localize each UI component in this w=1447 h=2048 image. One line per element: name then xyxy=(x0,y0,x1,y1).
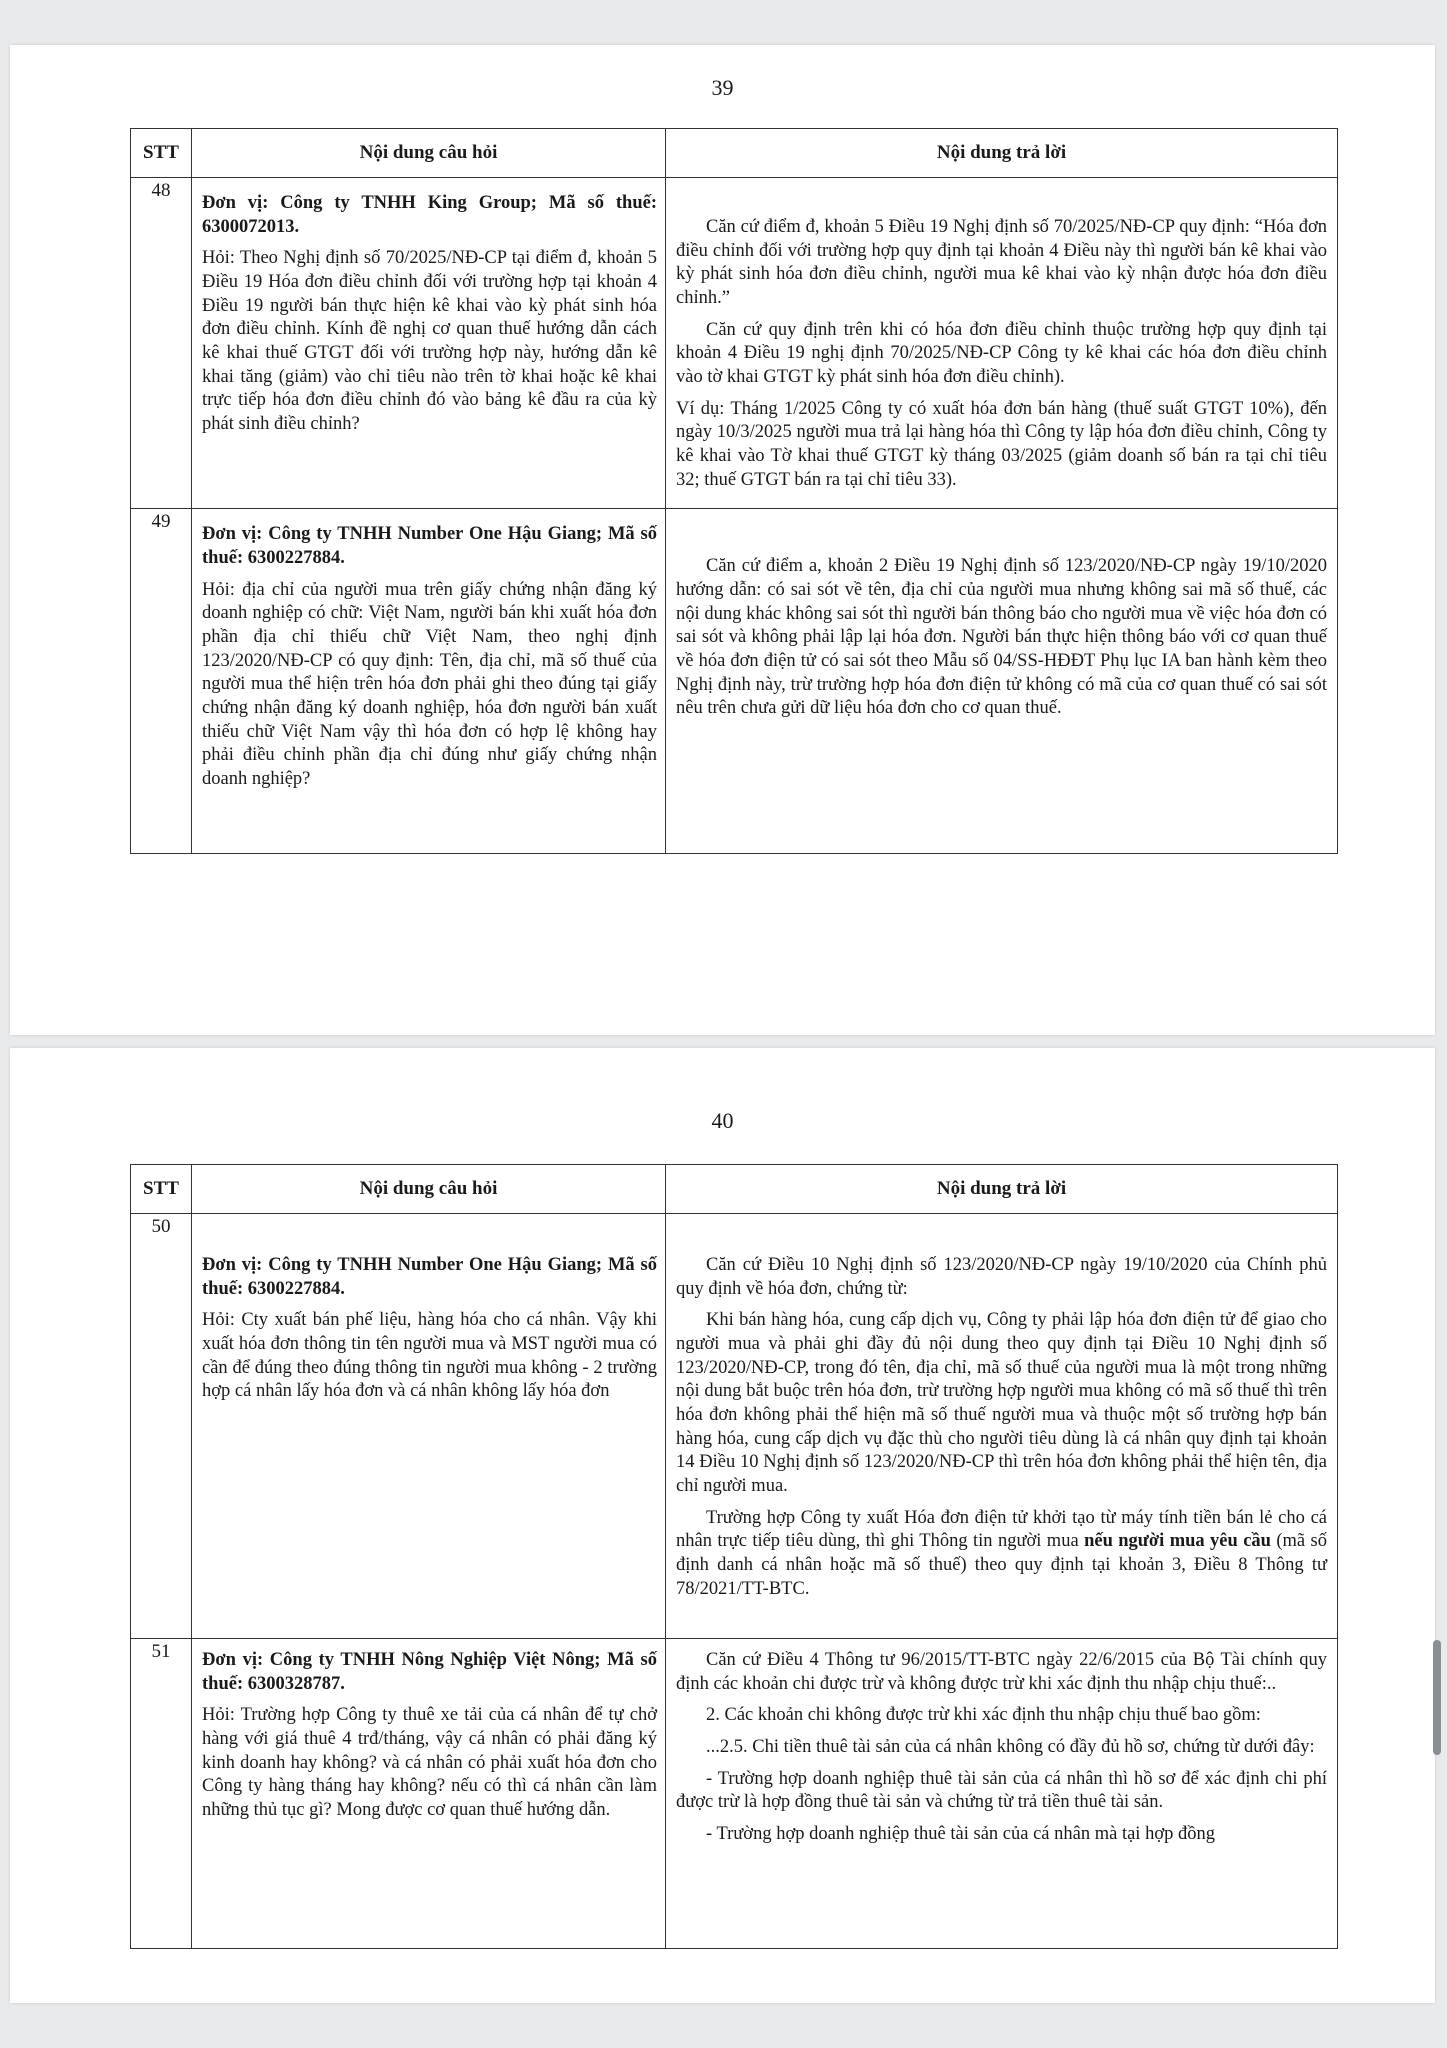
answer-cell xyxy=(666,1214,1338,1639)
answer-paragraph: ...2.5. Chi tiền thuê tài sản của cá nhân không có đầy đủ hồ sơ, chứng từ dưới đây: xyxy=(706,1737,1315,1758)
answer-cell xyxy=(666,509,1338,854)
document-page xyxy=(10,1048,1435,2003)
table-row xyxy=(131,1214,1338,1639)
answer-paragraph: Căn cứ Điều 4 Thông tư 96/2015/TT-BTC ngày 22/6/2015 của Bộ Tài chính quy định các khoản chi được trừ và không được trừ khi xác định thu nhập chịu thuế:.. xyxy=(676,1650,1327,1694)
question-cell xyxy=(192,509,666,854)
question-text: Hỏi: địa chỉ của người mua trên giấy chứng nhận đăng ký doanh nghiệp có chữ: Việt Nam, người bán khi xuất hóa đơn phần địa chỉ thiếu chữ Việt Nam, theo nghị định 123/2020/NĐ-CP có quy định: Tên, địa chỉ, mã số thuế của người mua thể hiện trên hóa đơn phải ghi theo đúng tại giấy chứng nhận đăng ký doanh nghiệp, hóa đơn người bán xuất thiếu chữ Việt Nam vậy thì hóa đơn có hợp lệ không hay phải điều chỉnh phần địa chỉ đúng như giấy chứng nhận doanh nghiệp? xyxy=(202,579,657,790)
question-cell xyxy=(192,178,666,509)
header-question: Nội dung câu hỏi xyxy=(192,129,666,178)
header-answer: Nội dung trả lời xyxy=(666,129,1338,178)
row-number: 51 xyxy=(131,1639,192,1949)
unit-info: Đơn vị: Công ty TNHH King Group; Mã số thuế: 6300072013. xyxy=(202,193,657,237)
header-question: Nội dung câu hỏi xyxy=(192,1165,666,1214)
answer-paragraph: Căn cứ điểm a, khoản 2 Điều 19 Nghị định số 123/2020/NĐ-CP ngày 19/10/2020 hướng dẫn: có sai sót về tên, địa chỉ của người mua nhưng không sai mã số thuế, các nội dung khác không sai sót thì người bán thông báo cho người mua về việc hóa đơn có sai sót và không phải lập lại hóa đơn. Người bán thực hiện thông báo với cơ quan thuế về hóa đơn điện tử có sai sót theo Mẫu số 04/SS-HĐĐT Phụ lục IA ban hành kèm theo Nghị định này, trừ trường hợp hóa đơn điện tử không có mã của cơ quan thuế có sai sót nêu trên chưa gửi dữ liệu hóa đơn cho cơ quan thuế. xyxy=(676,556,1327,719)
header-stt: STT xyxy=(131,129,192,178)
answer-paragraph: Khi bán hàng hóa, cung cấp dịch vụ, Công ty phải lập hóa đơn điện tử để giao cho người mua và phải ghi đầy đủ nội dung theo quy định tại Điều 10 Nghị định số 123/2020/NĐ-CP, trong đó tên, địa chỉ, mã số thuế của người mua là một trong những nội dung bắt buộc trên hóa đơn, trừ trường hợp người mua không có mã số thuế thì trên hóa đơn không phải thể hiện mã số thuế người mua và thuộc một số trường hợp bán hàng hóa, cung cấp dịch vụ đặc thù cho người tiêu dùng là cá nhân quy định tại khoản 14 Điều 10 Nghị định số 123/2020/NĐ-CP thì trên hóa đơn không phải thể hiện tên, địa chỉ người mua. xyxy=(676,1310,1327,1497)
answer-paragraph: - Trường hợp doanh nghiệp thuê tài sản của cá nhân thì hồ sơ để xác định chi phí được trừ là hợp đồng thuê tài sản và chứng từ trả tiền thuê tài sản. xyxy=(676,1768,1327,1813)
answer-text: (mã số định danh cá nhân hoặc mã số thuế) theo quy định tại khoản 3, Điều 8 Thông tư 78/2021/TT-BTC. xyxy=(676,1531,1327,1599)
answer-cell xyxy=(666,1639,1338,1949)
unit-info: Đơn vị: Công ty TNHH Nông Nghiệp Việt Nông; Mã số thuế: 6300328787. xyxy=(202,1650,657,1694)
question-text: Hỏi: Cty xuất bán phế liệu, hàng hóa cho cá nhân. Vậy khi xuất hóa đơn thông tin tên người mua và MST người mua có cần để đúng theo đúng thông tin người mua không - 2 trường hợp cá nhân lấy hóa đơn và cá nhân không lấy hóa đơn xyxy=(202,1310,657,1402)
header-answer: Nội dung trả lời xyxy=(666,1165,1338,1214)
unit-info: Đơn vị: Công ty TNHH Number One Hậu Giang; Mã số thuế: 6300227884. xyxy=(202,524,657,569)
answer-paragraph: Căn cứ quy định trên khi có hóa đơn điều chỉnh thuộc trường hợp quy định tại khoản 4 Điều 19 nghị định 70/2025/NĐ-CP Công ty kê khai các hóa đơn điều chỉnh vào tờ khai GTGT kỳ phát sinh hóa đơn điều chỉnh). xyxy=(676,319,1327,388)
answer-paragraph xyxy=(676,1507,1327,1602)
page-number: 40 xyxy=(711,1108,734,1133)
document-page xyxy=(10,45,1435,1035)
row-number: 49 xyxy=(131,509,192,854)
qa-table xyxy=(130,128,1338,854)
table-header-row xyxy=(131,1165,1338,1214)
answer-paragraph: Căn cứ điểm đ, khoản 5 Điều 19 Nghị định số 70/2025/NĐ-CP quy định: “Hóa đơn điều chỉnh đối với trường hợp quy định tại khoản 4 Điều này thì người bán kê khai vào kỳ phát sinh hóa đơn điều chỉnh, người mua kê khai vào kỳ nhận được hóa đơn điều chỉnh.” xyxy=(676,217,1327,309)
question-text: Hỏi: Theo Nghị định số 70/2025/NĐ-CP tại điểm đ, khoản 5 Điều 19 Hóa đơn điều chỉnh đối với trường hợp tại khoản 4 Điều 19 người bán thực hiện kê khai vào kỳ phát sinh hóa đơn điều chỉnh. Kính đề nghị cơ quan thuế hướng dẫn cách kê khai thuế GTGT đối với trường hợp này, hướng dẫn kê khai tăng (giảm) vào chỉ tiêu nào trên tờ khai hoặc kê khai trực tiếp hóa đơn điều chỉnh đó vào bảng kê đầu ra của kỳ phát sinh điều chỉnh? xyxy=(202,248,657,435)
answer-paragraph: - Trường hợp doanh nghiệp thuê tài sản của cá nhân mà tại hợp đồng xyxy=(706,1824,1215,1845)
unit-info: Đơn vị: Công ty TNHH Number One Hậu Giang; Mã số thuế: 6300227884. xyxy=(202,1255,657,1299)
question-cell xyxy=(192,1214,666,1639)
table-header-row xyxy=(131,129,1338,178)
question-text: Hỏi: Trường hợp Công ty thuê xe tải của cá nhân để tự chở hàng với giá thuê 4 trđ/tháng, vậy cá nhân có phải đăng ký kinh doanh hay không? và cá nhân có phải xuất hóa đơn cho Công ty hàng tháng hay không? nếu có thì cá nhân cần làm những thủ tục gì? Mong được cơ quan thuế hướng dẫn. xyxy=(202,1705,657,1821)
answer-cell xyxy=(666,178,1338,509)
answer-emphasis: nếu người mua yêu cầu xyxy=(1084,1531,1271,1552)
row-number: 48 xyxy=(131,178,192,509)
table-row xyxy=(131,1639,1338,1949)
answer-paragraph: Ví dụ: Tháng 1/2025 Công ty có xuất hóa đơn bán hàng (thuế suất GTGT 10%), đến ngày 10/3/2025 người mua trả lại hàng hóa thì Công ty lập hóa đơn điều chỉnh, Công ty kê khai vào Tờ khai thuế GTGT kỳ tháng 03/2025 (giảm doanh số bán ra tại chỉ tiêu 32; thuế GTGT bán ra tại chỉ tiêu 33). xyxy=(676,398,1327,490)
qa-table xyxy=(130,1164,1338,1949)
question-cell xyxy=(192,1639,666,1949)
table-row xyxy=(131,178,1338,509)
scrollbar-thumb[interactable] xyxy=(1433,1640,1441,1755)
answer-text: Trường hợp Công ty xuất Hóa đơn điện tử khởi tạo từ máy tính tiền bán lẻ cho cá nhân trực tiếp tiêu dùng, thì ghi Thông tin người mua xyxy=(676,1507,1327,1552)
answer-paragraph: Căn cứ Điều 10 Nghị định số 123/2020/NĐ-CP ngày 19/10/2020 của Chính phủ quy định về hóa đơn, chứng từ: xyxy=(676,1255,1327,1299)
table-row xyxy=(131,509,1338,854)
row-number: 50 xyxy=(131,1214,192,1639)
page-number: 39 xyxy=(711,75,734,100)
answer-paragraph: 2. Các khoản chi không được trừ khi xác định thu nhập chịu thuế bao gồm: xyxy=(706,1705,1261,1726)
header-stt: STT xyxy=(131,1165,192,1214)
